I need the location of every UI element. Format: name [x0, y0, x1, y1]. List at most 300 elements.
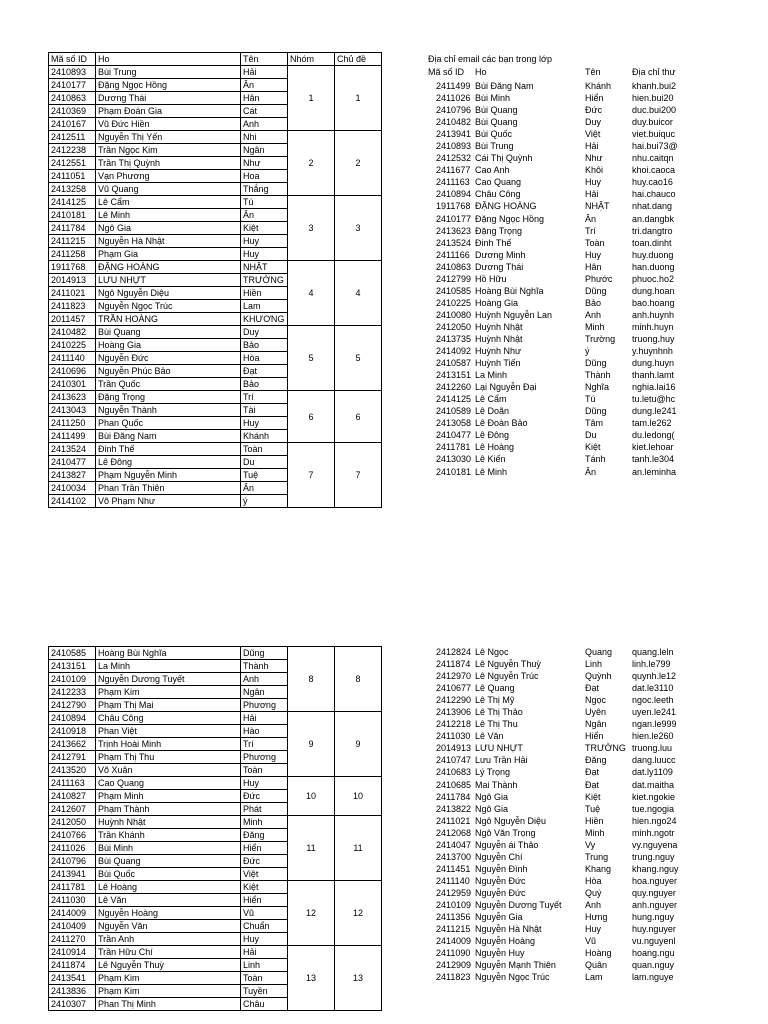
cell-id: 2410477	[49, 456, 96, 469]
email-id: 2410863	[436, 261, 472, 272]
list-item	[428, 646, 768, 658]
header-nhom: Nhóm	[288, 53, 335, 66]
email-email: huy.duong	[632, 249, 674, 260]
cell-ten: Hiển	[241, 894, 288, 907]
cell-id: 2014913	[49, 274, 96, 287]
list-item	[428, 200, 768, 212]
email-ten: Dũng	[585, 358, 607, 369]
cell-ten: Huy	[241, 417, 288, 430]
cell-ten: Kiệt	[241, 881, 288, 894]
list-item	[428, 417, 768, 429]
list-item	[428, 466, 768, 478]
cell-id: 2413151	[49, 660, 96, 673]
email-list-title: Địa chỉ email các bạn trong lớp	[428, 54, 552, 64]
cell-id: 2413623	[49, 391, 96, 404]
cell-ten: Chuẩn	[241, 920, 288, 933]
cell-ho: Vạn Phương	[96, 170, 241, 183]
email-id: 2413151	[436, 370, 472, 381]
list-item	[428, 682, 768, 694]
email-id: 2410477	[436, 430, 472, 441]
cell-ho: Trần Khánh	[96, 829, 241, 842]
cell-ten: Anh	[241, 118, 288, 131]
cell-ho: Bùi Quốc	[96, 868, 241, 881]
cell-ho: Cao Quang	[96, 777, 241, 790]
cell-ho: La Minh	[96, 660, 241, 673]
email-ten: Linh	[585, 659, 603, 670]
cell-ho: Huỳnh Nhật	[96, 816, 241, 829]
email-email: khoi.caoca	[632, 165, 676, 176]
email-ho: Cao Quang	[475, 177, 522, 188]
cell-ho: Đặng Trọng	[96, 391, 241, 404]
list-item	[428, 971, 768, 983]
list-item	[428, 947, 768, 959]
email-email: dat.maitha	[632, 779, 675, 790]
email-email: hoa.nguyer	[632, 875, 678, 886]
email-email: vu.nguyenl	[632, 936, 676, 947]
email-ho: Lê Kiến	[475, 454, 506, 465]
cell-id: 2413662	[49, 738, 96, 751]
email-email: thanh.lamt	[632, 370, 675, 381]
cell-ho: Lê Cẩm	[96, 196, 241, 209]
email-id: 2412824	[436, 647, 472, 657]
email-ho: Lê Minh	[475, 466, 508, 477]
list-item	[428, 779, 768, 791]
cell-ho: Bùi Quang	[96, 326, 241, 339]
group-number: 4	[288, 261, 335, 326]
email-id: 2411781	[436, 442, 471, 453]
group-number: 8	[288, 647, 335, 712]
cell-id: 2411258	[49, 248, 96, 261]
email-email: tri.dangtro	[632, 225, 673, 236]
cell-ten: Việt	[241, 868, 288, 881]
cell-ho: Đinh Thế	[96, 443, 241, 456]
cell-ten: Phương	[241, 751, 288, 764]
table-row	[49, 391, 382, 404]
email-ho: Lê Thị Thảo	[475, 707, 523, 718]
cell-ho: Phan Quốc	[96, 417, 241, 430]
email-id: 2413822	[436, 803, 472, 814]
topic-number: 9	[335, 712, 382, 777]
cell-ten: Huy	[241, 777, 288, 790]
email-id: 2412260	[436, 382, 472, 393]
email-email: an.leminha	[632, 466, 677, 477]
cell-ten: Hải	[241, 946, 288, 959]
list-item	[428, 249, 768, 261]
email-email: toan.dinht	[632, 237, 672, 248]
list-item	[428, 92, 768, 104]
email-id: 2410225	[436, 297, 472, 308]
email-id: 2412532	[436, 153, 472, 164]
email-ten: Minh	[585, 827, 605, 838]
list-item	[428, 706, 768, 718]
group-number: 11	[288, 816, 335, 881]
email-email: tanh.le304	[632, 454, 675, 465]
email-ten: Đạt	[585, 767, 600, 778]
email-ten: Tánh	[585, 454, 606, 465]
cell-id: 2410696	[49, 365, 96, 378]
email-ho: Dương Thái	[475, 261, 524, 272]
email-ho: Nguyễn Đức	[475, 887, 526, 898]
email-ten: Lam	[585, 972, 603, 983]
email-ho: Lê Ngọc	[475, 647, 509, 657]
email-email: viet.buiquc	[632, 129, 676, 140]
list-item	[428, 357, 768, 369]
email-ho: Hoàng Bùi Nghĩa	[475, 285, 544, 296]
email-ten: Ngọc	[585, 695, 607, 706]
cell-ten: Đức	[241, 790, 288, 803]
cell-ten: Thắng	[241, 183, 288, 196]
list-item	[428, 742, 768, 754]
cell-id: 1911768	[49, 261, 96, 274]
email-ten: Đăng	[585, 755, 607, 766]
cell-id: 2411215	[49, 235, 96, 248]
cell-id: 2413524	[49, 443, 96, 456]
cell-ho: Phạm Nguyễn Minh	[96, 469, 241, 482]
email-id: 2411026	[436, 93, 471, 104]
email-id: 2411784	[436, 791, 471, 802]
email-id: 2413735	[436, 333, 472, 344]
email-email: khang.nguy	[632, 863, 679, 874]
email-email: quang.leln	[632, 647, 674, 657]
email-ten: Toàn	[585, 237, 605, 248]
email-email: an.dangbk	[632, 213, 675, 224]
email-ho: Đặng Ngọc Hồng	[475, 213, 545, 224]
cell-id: 2411250	[49, 417, 96, 430]
table-row	[49, 946, 382, 959]
cell-ho: Phan Trần Thiên	[96, 482, 241, 495]
email-ten: Quý	[585, 887, 602, 898]
email-id: 2412050	[436, 321, 472, 332]
cell-ho: TRẦN HOÀNG	[96, 313, 241, 326]
cell-id: 2413520	[49, 764, 96, 777]
table-row	[49, 712, 382, 725]
list-item	[428, 670, 768, 682]
list-item	[428, 297, 768, 309]
list-item	[428, 273, 768, 285]
cell-id: 2411784	[49, 222, 96, 235]
email-ten: Duy	[585, 117, 602, 128]
cell-ten: Đạt	[241, 365, 288, 378]
email-id: 2411021	[436, 815, 471, 826]
cell-ten: Hiển	[241, 842, 288, 855]
email-ho: Lê Doãn	[475, 406, 510, 417]
list-item	[428, 694, 768, 706]
cell-ten: Hân	[241, 92, 288, 105]
email-email: bao.hoang	[632, 297, 675, 308]
cell-ho: Trần Ngọc Kim	[96, 144, 241, 157]
list-item	[428, 321, 768, 333]
email-email: dang.luucc	[632, 755, 676, 766]
table-row	[49, 881, 382, 894]
list-item	[428, 164, 768, 176]
email-email: quan.nguy	[632, 960, 675, 971]
cell-id: 2414009	[49, 907, 96, 920]
email-id: 2410796	[436, 105, 472, 116]
list-item	[428, 803, 768, 815]
email-ten: Quỳnh	[585, 671, 612, 682]
cell-ho: Võ Phạm Như	[96, 495, 241, 508]
email-id: 2411874	[436, 659, 471, 670]
list-item	[428, 345, 768, 357]
email-email: dung.le241	[632, 406, 677, 417]
email-ten: Như	[585, 153, 603, 164]
email-ten: Trung	[585, 851, 609, 862]
cell-ho: Phạm Kim	[96, 972, 241, 985]
email-id: 2014913	[436, 743, 472, 754]
email-email: tue.ngogia	[632, 803, 675, 814]
email-email: dat.le3110	[632, 683, 674, 694]
group-number: 3	[288, 196, 335, 261]
header-chude: Chủ đề	[335, 53, 382, 66]
email-ho: Hoàng Gia	[475, 297, 519, 308]
cell-id: 2410585	[49, 647, 96, 660]
topic-number: 13	[335, 946, 382, 1011]
email-ten: Đức	[585, 105, 603, 116]
email-ho: Châu Công	[475, 189, 521, 200]
cell-id: 2413541	[49, 972, 96, 985]
email-ten: Hòa	[585, 875, 602, 886]
cell-ten: Huy	[241, 248, 288, 261]
email-email: hai.chauco	[632, 189, 676, 200]
cell-ho: Phạm Thành	[96, 803, 241, 816]
cell-id: 2411030	[49, 894, 96, 907]
email-ho: Huỳnh Tiến	[475, 358, 521, 369]
cell-ho: Nguyễn Hoàng	[96, 907, 241, 920]
cell-id: 2413258	[49, 183, 96, 196]
email-id: 2412290	[436, 695, 472, 706]
email-email: tam.le262	[632, 418, 672, 429]
list-item	[428, 369, 768, 381]
email-ho: Bùi Trung	[475, 141, 514, 152]
email-id: 2414009	[436, 936, 472, 947]
table-row	[49, 647, 382, 660]
email-ho: Bùi Quang	[475, 105, 518, 116]
email-ten: Vũ	[585, 936, 597, 947]
email-id: 2410080	[436, 309, 472, 320]
email-id: 2411823	[436, 972, 471, 983]
email-ten: Tâm	[585, 418, 603, 429]
email-ten: Khang	[585, 863, 612, 874]
table-row	[49, 816, 382, 829]
list-item	[428, 405, 768, 417]
cell-ten: Ngân	[241, 144, 288, 157]
email-id: 2410109	[436, 899, 472, 910]
email-email: duy.buicor	[632, 117, 673, 128]
cell-ten: Anh	[241, 673, 288, 686]
email-ten: Bảo	[585, 297, 602, 308]
cell-ten: Hải	[241, 712, 288, 725]
email-id: 2412970	[436, 671, 472, 682]
email-email: duc.bui200	[632, 105, 677, 116]
cell-id: 2410109	[49, 673, 96, 686]
list-item	[428, 815, 768, 827]
list-item	[428, 285, 768, 297]
cell-ho: Bùi Đăng Nam	[96, 430, 241, 443]
list-item	[428, 851, 768, 863]
cell-ten: Ân	[241, 209, 288, 222]
email-id: 2410482	[436, 117, 472, 128]
email-ten: Kiệt	[585, 442, 601, 453]
email-email: lam.nguye	[632, 972, 674, 983]
topic-number: 4	[335, 261, 382, 326]
email-email: anh.huynh	[632, 309, 675, 320]
email-ten: Huy	[585, 249, 602, 260]
email-ho: Dương Minh	[475, 249, 526, 260]
list-item	[428, 935, 768, 947]
cell-id: 2413836	[49, 985, 96, 998]
email-ten: Tuệ	[585, 803, 601, 814]
cell-id: 2412791	[49, 751, 96, 764]
cell-ten: Bảo	[241, 339, 288, 352]
email-email: uyen.le241	[632, 707, 677, 718]
list-item	[428, 140, 768, 152]
email-ho: Huỳnh Nhật	[475, 321, 523, 332]
cell-ten: Du	[241, 456, 288, 469]
cell-id: 2410301	[49, 378, 96, 391]
group-number: 7	[288, 443, 335, 508]
email-ho: Lê Nguyễn Thuỳ	[475, 659, 541, 670]
email-ten: Du	[585, 430, 597, 441]
email-header-email: Địa chỉ thư	[632, 67, 676, 77]
group-number: 2	[288, 131, 335, 196]
email-email: y.huynhnh	[632, 346, 673, 357]
list-item	[428, 875, 768, 887]
email-ho: Ngô Gia	[475, 791, 509, 802]
cell-ho: Phạm Kim	[96, 686, 241, 699]
list-item	[428, 393, 768, 405]
cell-ten: ý	[241, 495, 288, 508]
cell-ho: Bùi Trung	[96, 66, 241, 79]
email-ten: Trí	[585, 225, 596, 236]
email-id: 2411677	[436, 165, 471, 176]
cell-ten: Phát	[241, 803, 288, 816]
list-item	[428, 839, 768, 851]
email-ho: Cao Anh	[475, 165, 510, 176]
table-row	[49, 196, 382, 209]
email-id: 2414125	[436, 394, 472, 405]
cell-ten: Tuyền	[241, 985, 288, 998]
cell-id: 2411874	[49, 959, 96, 972]
cell-id: 2410409	[49, 920, 96, 933]
email-list-bottom	[428, 646, 768, 983]
list-item	[428, 261, 768, 273]
cell-ten: Tú	[241, 196, 288, 209]
email-email: dat.ly1109	[632, 767, 673, 778]
email-email: hien.bui20	[632, 93, 674, 104]
group-number: 12	[288, 881, 335, 946]
email-ten: Ân	[585, 213, 597, 224]
cell-ten: Hoa	[241, 170, 288, 183]
group-table	[48, 52, 382, 508]
cell-ten: Phương	[241, 699, 288, 712]
email-id: 2413700	[436, 851, 472, 862]
list-item	[428, 309, 768, 321]
cell-ten: Lam	[241, 300, 288, 313]
cell-id: 2411140	[49, 352, 96, 365]
email-email: tu.letu@hc	[632, 394, 676, 405]
email-ten: Hân	[585, 261, 602, 272]
email-ho: Hồ Hữu	[475, 273, 507, 284]
cell-ho: Trần Hữu Chí	[96, 946, 241, 959]
cell-id: 2410894	[49, 712, 96, 725]
email-id: 2413058	[436, 418, 472, 429]
email-id: 2414092	[436, 346, 472, 357]
cell-ten: Huy	[241, 235, 288, 248]
cell-ten: NHẬT	[241, 261, 288, 274]
email-id: 2410181	[436, 466, 472, 477]
table-row	[49, 66, 382, 79]
email-id: 2411215	[436, 924, 471, 935]
cell-id: 2410482	[49, 326, 96, 339]
email-id: 2412959	[436, 887, 472, 898]
cell-ho: Lê Văn	[96, 894, 241, 907]
list-item	[428, 152, 768, 164]
email-ten: Hiền	[585, 815, 604, 826]
email-list-top	[428, 80, 768, 478]
email-ho: Nguyễn Hà Nhật	[475, 924, 542, 935]
email-id: 2412909	[436, 960, 472, 971]
cell-ten: Hiền	[241, 287, 288, 300]
group-table	[48, 646, 382, 1011]
cell-ten: KHƯƠNG	[241, 313, 288, 326]
email-id: 2411030	[436, 731, 471, 742]
list-item	[428, 766, 768, 778]
email-ho: Lê Hoàng	[475, 442, 515, 453]
cell-ho: Nguyễn Thành	[96, 404, 241, 417]
email-ho: Bùi Minh	[475, 93, 511, 104]
cell-ho: ĐẶNG HOÀNG	[96, 261, 241, 274]
cell-ho: Trần Quốc	[96, 378, 241, 391]
list-item	[428, 911, 768, 923]
email-ten: Ân	[585, 466, 597, 477]
email-id: 2411451	[436, 863, 471, 874]
cell-ho: Phan Việt	[96, 725, 241, 738]
cell-id: 2411051	[49, 170, 96, 183]
topic-number: 12	[335, 881, 382, 946]
email-ho: Bùi Quang	[475, 117, 518, 128]
cell-id: 2410225	[49, 339, 96, 352]
email-ten: Kiệt	[585, 791, 601, 802]
email-email: du.ledong(	[632, 430, 675, 441]
email-ten: Khánh	[585, 81, 612, 91]
cell-ho: LƯU NHỰT	[96, 274, 241, 287]
email-ten: Vy	[585, 839, 596, 850]
cell-id: 2412790	[49, 699, 96, 712]
email-id: 2410894	[436, 189, 472, 200]
email-email: nhat.dang	[632, 201, 673, 212]
cell-id: 2011457	[49, 313, 96, 326]
group-number: 9	[288, 712, 335, 777]
email-ten: Quân	[585, 960, 608, 971]
group-number: 5	[288, 326, 335, 391]
email-ho: Huỳnh Nguyễn Lan	[475, 309, 553, 320]
email-email: truong.huy	[632, 333, 675, 344]
cell-ho: Nguyễn Thị Yến	[96, 131, 241, 144]
email-ho: Lê Cẩm	[475, 394, 507, 405]
email-id: 2412068	[436, 827, 472, 838]
cell-ten: Hải	[241, 66, 288, 79]
table-row	[49, 131, 382, 144]
email-email: ngan.le999	[632, 719, 677, 730]
cell-id: 2410827	[49, 790, 96, 803]
cell-ten: Dũng	[241, 647, 288, 660]
email-ten: Hiển	[585, 731, 604, 742]
table-row	[49, 443, 382, 456]
cell-ten: Đăng	[241, 829, 288, 842]
email-ho: Nguyễn Mạnh Thiên	[475, 960, 556, 971]
email-email: huy.cao16	[632, 177, 673, 188]
cell-id: 2410893	[49, 66, 96, 79]
